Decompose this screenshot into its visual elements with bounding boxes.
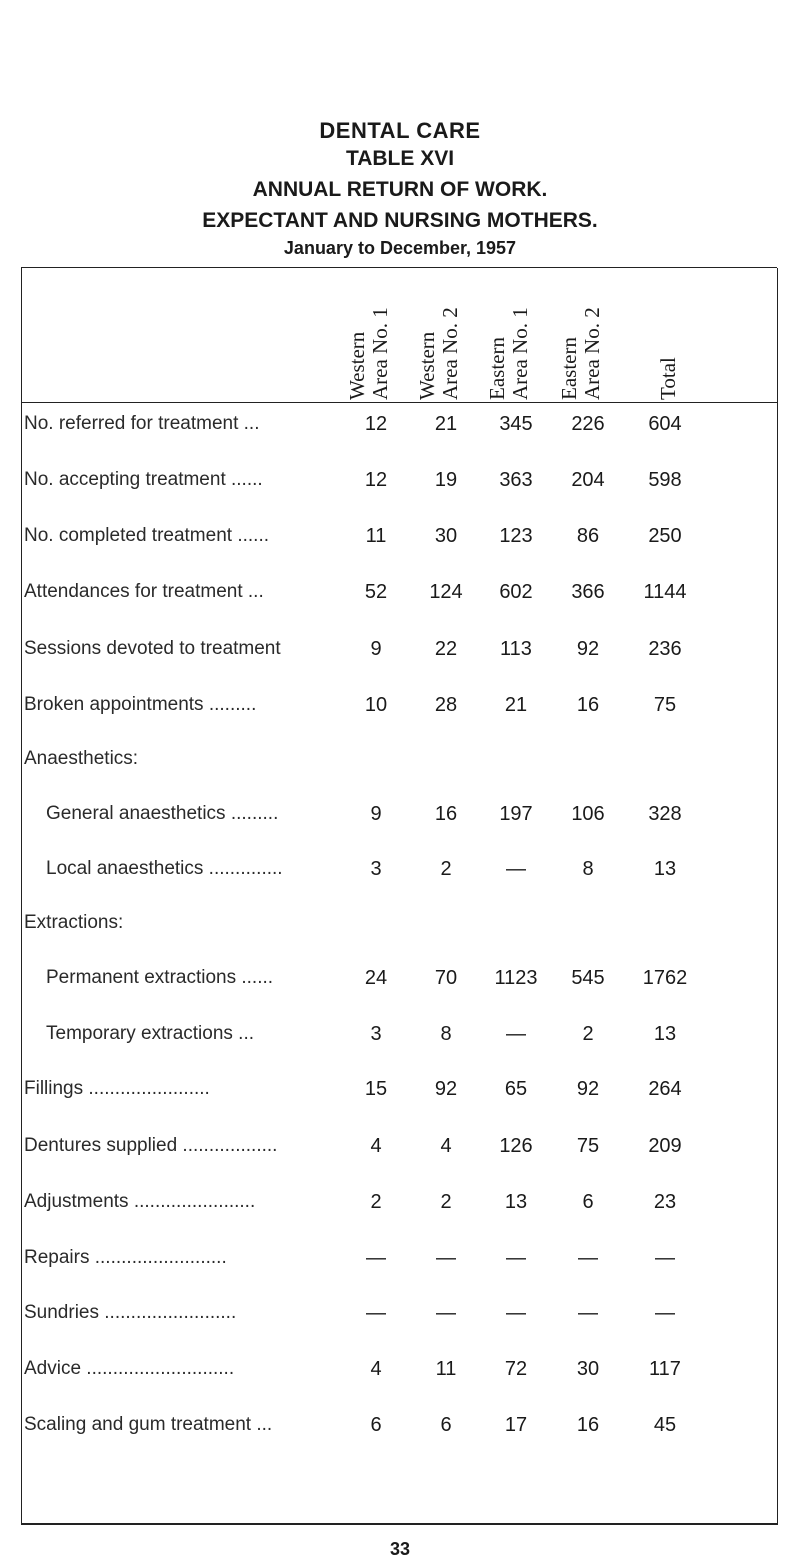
table-row — [24, 1351, 774, 1387]
table-cell: 30 — [434, 525, 458, 547]
row-label: Permanent extractions ...... — [46, 967, 274, 988]
row-label: Scaling and gum treatment ... — [24, 1414, 273, 1435]
table-cell: 24 — [364, 967, 388, 989]
table-cell: 70 — [434, 967, 458, 989]
table-subject: EXPECTANT AND NURSING MOTHERS. — [202, 209, 598, 232]
table-cell: 13 — [653, 858, 677, 880]
table-cell: 12 — [364, 469, 388, 491]
table-cell: 21 — [434, 413, 458, 435]
table-cell: 197 — [499, 803, 533, 825]
table-row — [24, 631, 774, 667]
table-row — [24, 905, 774, 941]
table-cell: 19 — [434, 469, 458, 491]
table-cell: 13 — [504, 1191, 528, 1213]
table-cell: 22 — [434, 638, 458, 660]
table-cell: 209 — [648, 1135, 682, 1157]
row-label: Temporary extractions ... — [46, 1023, 255, 1044]
table-cell: 75 — [576, 1135, 600, 1157]
row-label: Sessions devoted to treatment — [24, 638, 281, 659]
table-cell: 113 — [500, 638, 532, 660]
table-row — [24, 1407, 774, 1443]
row-label: No. accepting treatment ...... — [24, 469, 263, 490]
table-row — [24, 462, 774, 498]
table-cell: 17 — [504, 1414, 528, 1436]
table-cell: — — [436, 1247, 456, 1269]
table-cell: 75 — [653, 694, 677, 716]
table-cell: — — [506, 858, 526, 880]
table-cell: 28 — [434, 694, 458, 716]
table-cell: 124 — [429, 581, 463, 603]
table-row — [24, 518, 774, 554]
table-cell: 250 — [648, 525, 682, 547]
table-cell: 72 — [504, 1358, 528, 1380]
column-header-line: Area No. 2 — [438, 307, 462, 400]
column-header-eastern-2 — [553, 265, 609, 400]
table-cell: — — [655, 1302, 675, 1324]
column-header-eastern-1 — [481, 265, 537, 400]
table-cell: 264 — [648, 1078, 682, 1100]
column-header-line: Eastern — [557, 337, 581, 400]
row-label: Local anaesthetics .............. — [46, 858, 283, 879]
table-cell: 10 — [364, 694, 388, 716]
table-cell: — — [436, 1302, 456, 1324]
table-cell: 598 — [648, 469, 682, 491]
table-row — [24, 741, 774, 777]
column-header-western-1 — [341, 265, 397, 400]
table-cell: 52 — [364, 581, 388, 603]
table-cell: 545 — [571, 967, 605, 989]
table-cell: 13 — [653, 1023, 677, 1045]
table-cell: — — [366, 1247, 386, 1269]
table-cell: 92 — [434, 1078, 458, 1100]
table-cell: — — [578, 1302, 598, 1324]
table-cell: 106 — [571, 803, 605, 825]
page-number: 33 — [389, 1539, 411, 1559]
table-bottom-rule — [21, 1523, 777, 1525]
table-cell: 86 — [576, 525, 600, 547]
table-row — [24, 1295, 774, 1331]
table-cell: 117 — [649, 1358, 681, 1380]
table-row — [24, 1240, 774, 1276]
table-cell: 4 — [370, 1358, 382, 1380]
table-cell: 45 — [653, 1414, 677, 1436]
row-label: Broken appointments ......... — [24, 694, 257, 715]
column-header-line: Area No. 2 — [580, 307, 604, 400]
table-row — [24, 796, 774, 832]
table-cell: 604 — [648, 413, 682, 435]
table-cell: 8 — [440, 1023, 452, 1045]
table-cell: 2 — [582, 1023, 594, 1045]
row-label: Adjustments ....................... — [24, 1191, 256, 1212]
table-cell: 1123 — [494, 967, 538, 989]
table-cell: 16 — [576, 694, 600, 716]
table-cell: 6 — [370, 1414, 382, 1436]
table-row — [24, 574, 774, 610]
table-cell: 123 — [499, 525, 533, 547]
table-cell: 12 — [364, 413, 388, 435]
table-cell: 366 — [571, 581, 605, 603]
document-title: DENTAL CARE — [319, 118, 481, 143]
column-header-line: Area No. 1 — [368, 307, 392, 400]
table-cell: 30 — [576, 1358, 600, 1380]
table-header-rule — [21, 402, 777, 403]
table-cell: 23 — [653, 1191, 677, 1213]
table-row — [24, 960, 774, 996]
table-row — [24, 1128, 774, 1164]
table-cell: 4 — [440, 1135, 452, 1157]
column-header-total — [640, 265, 696, 400]
column-header-line: Western — [345, 331, 369, 400]
table-cell: 2 — [370, 1191, 382, 1213]
table-row — [24, 851, 774, 887]
table-cell: 226 — [571, 413, 605, 435]
table-subtitle: ANNUAL RETURN OF WORK. — [252, 178, 548, 201]
column-header-western-2 — [411, 265, 467, 400]
row-label: Attendances for treatment ... — [24, 581, 264, 602]
table-cell: — — [506, 1302, 526, 1324]
table-cell: 126 — [499, 1135, 533, 1157]
table-cell: 1762 — [642, 967, 688, 989]
table-cell: 6 — [582, 1191, 594, 1213]
table-cell: 11 — [435, 1358, 457, 1380]
table-cell: — — [655, 1247, 675, 1269]
table-cell: 92 — [576, 1078, 600, 1100]
column-header-line: Western — [415, 331, 439, 400]
table-cell: 328 — [648, 803, 682, 825]
table-cell: 21 — [504, 694, 528, 716]
table-cell: 3 — [370, 1023, 382, 1045]
table-row — [24, 1071, 774, 1107]
table-cell: 1144 — [643, 581, 687, 603]
row-label: General anaesthetics ......... — [46, 803, 279, 824]
table-cell: 2 — [440, 858, 452, 880]
table-row — [24, 687, 774, 723]
table-cell: 65 — [504, 1078, 528, 1100]
row-label: Repairs ......................... — [24, 1247, 227, 1268]
table-cell: — — [366, 1302, 386, 1324]
table-cell: 11 — [365, 525, 387, 547]
table-cell: 2 — [440, 1191, 452, 1213]
row-label: Advice ............................ — [24, 1358, 235, 1379]
table-cell: 602 — [499, 581, 533, 603]
table-cell: 3 — [370, 858, 382, 880]
column-header-line: Area No. 1 — [508, 307, 532, 400]
row-label: Sundries ......................... — [24, 1302, 237, 1323]
table-cell: 204 — [571, 469, 605, 491]
row-label: No. referred for treatment ... — [24, 413, 260, 434]
table-frame — [21, 268, 778, 1525]
table-cell: 15 — [364, 1078, 388, 1100]
row-label: Anaesthetics: — [24, 748, 139, 769]
table-cell: 4 — [370, 1135, 382, 1157]
table-cell: 6 — [440, 1414, 452, 1436]
column-header-line: Total — [655, 357, 680, 400]
row-label: Extractions: — [24, 912, 124, 933]
table-cell: — — [578, 1247, 598, 1269]
table-cell: 9 — [370, 638, 382, 660]
table-cell: 92 — [576, 638, 600, 660]
table-cell: 9 — [370, 803, 382, 825]
row-label: No. completed treatment ...... — [24, 525, 269, 546]
row-label: Fillings ....................... — [24, 1078, 210, 1099]
table-row — [24, 406, 774, 442]
table-cell: — — [506, 1023, 526, 1045]
date-range: January to December, 1957 — [283, 238, 517, 258]
table-cell: 16 — [434, 803, 458, 825]
table-row — [24, 1016, 774, 1052]
table-cell: 345 — [499, 413, 533, 435]
table-row — [24, 1184, 774, 1220]
table-number: TABLE XVI — [345, 147, 455, 170]
row-label: Dentures supplied .................. — [24, 1135, 278, 1156]
table-cell: — — [506, 1247, 526, 1269]
table-cell: 236 — [648, 638, 682, 660]
column-header-line: Eastern — [485, 337, 509, 400]
table-cell: 16 — [576, 1414, 600, 1436]
table-cell: 8 — [582, 858, 594, 880]
table-cell: 363 — [499, 469, 533, 491]
